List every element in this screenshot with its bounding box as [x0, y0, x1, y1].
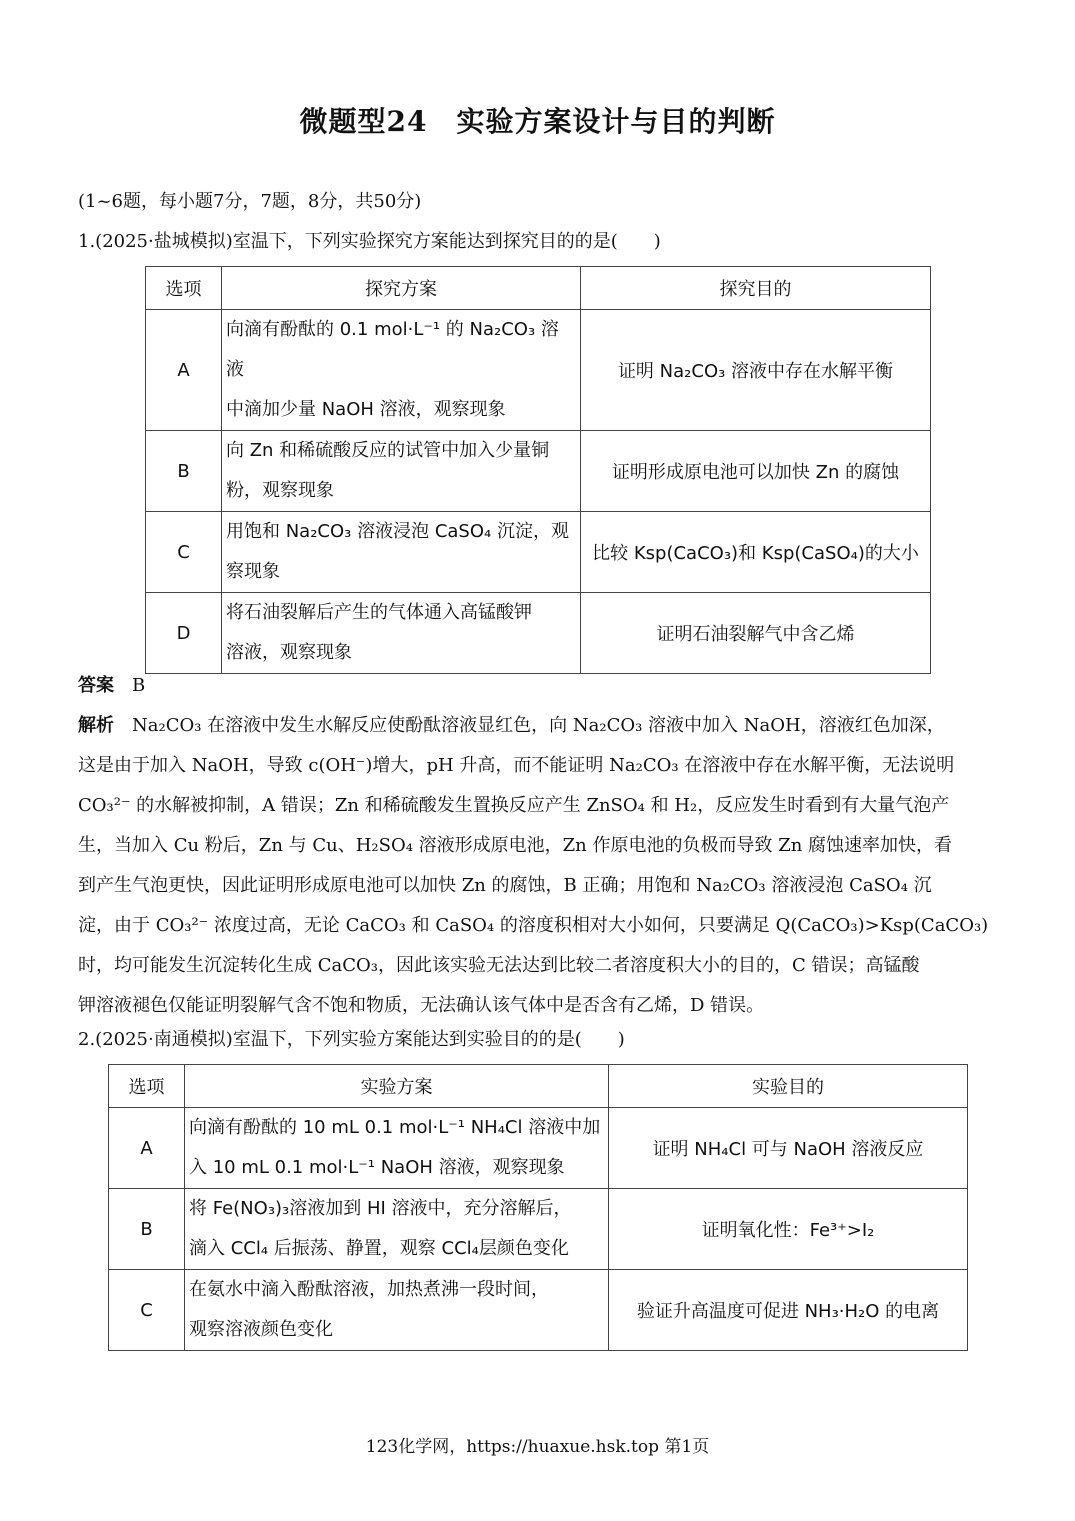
table-row: [109, 1270, 968, 1351]
plan-line: 察现象: [226, 561, 280, 582]
option-cell: B: [109, 1189, 185, 1270]
plan-cell: [185, 1108, 609, 1189]
table-row: [146, 593, 931, 674]
plan-line: 将 Fe(NO₃)₃溶液加到 HI 溶液中，充分溶解后，: [189, 1198, 572, 1219]
question-2-stem: 2.(2025·南通模拟)室温下，下列实验方案能达到实验目的的是( ): [78, 1029, 625, 1050]
plan-line: 滴入 CCl₄ 后振荡、静置，观察 CCl₄层颜色变化: [189, 1238, 569, 1259]
goal-cell: 证明形成原电池可以加快 Zn 的腐蚀: [581, 431, 931, 512]
question-1-stem: 1.(2025·盐城模拟)室温下，下列实验探究方案能达到探究目的的是( ): [78, 231, 661, 252]
goal-cell: 验证升高温度可促进 NH₃·H₂O 的电离: [609, 1270, 968, 1351]
plan-line: 观察溶液颜色变化: [189, 1319, 333, 1340]
question-2-table: [108, 1064, 968, 1351]
score-intro: (1~6题，每小题7分，7题，8分，共50分): [78, 191, 422, 212]
goal-cell: 证明 Na₂CO₃ 溶液中存在水解平衡: [581, 310, 931, 431]
plan-cell: [185, 1270, 609, 1351]
answer-line: [78, 666, 995, 706]
plan-cell: [185, 1189, 609, 1270]
goal-cell: 比较 Ksp(CaCO₃)和 Ksp(CaSO₄)的大小: [581, 512, 931, 593]
plan-cell: [222, 431, 581, 512]
table-row: [109, 1189, 968, 1270]
plan-cell: [222, 512, 581, 593]
plan-line: 入 10 mL 0.1 mol·L⁻¹ NaOH 溶液，观察现象: [189, 1157, 565, 1178]
table-row: [109, 1108, 968, 1189]
plan-line: 在氨水中滴入酚酞溶液，加热煮沸一段时间，: [189, 1279, 549, 1300]
header-option: 选项: [109, 1065, 185, 1108]
plan-line: 向滴有酚酞的 0.1 mol·L⁻¹ 的 Na₂CO₃ 溶液: [226, 319, 559, 380]
table-row: [146, 431, 931, 512]
plan-line: 向 Zn 和稀硫酸反应的试管中加入少量铜: [226, 440, 550, 461]
option-cell: D: [146, 593, 222, 674]
analysis-line: CO₃²⁻ 的水解被抑制，A 错误；Zn 和稀硫酸发生置换反应产生 ZnSO₄ 和 H₂，反应发生时看到有大量气泡产: [78, 795, 950, 816]
plan-line: 溶液，观察现象: [226, 642, 352, 663]
plan-line: 粉，观察现象: [226, 480, 334, 501]
header-option: 选项: [146, 267, 222, 310]
analysis-line: 到产生气泡更快，因此证明形成原电池可以加快 Zn 的腐蚀，B 正确；用饱和 Na₂CO₃ 溶液浸泡 CaSO₄ 沉: [78, 875, 932, 896]
plan-cell: [222, 310, 581, 431]
plan-line: 向滴有酚酞的 10 mL 0.1 mol·L⁻¹ NH₄Cl 溶液中加: [189, 1117, 601, 1138]
answer-value: B: [132, 675, 146, 696]
table-header-row: [109, 1065, 968, 1108]
header-plan: 探究方案: [222, 267, 581, 310]
option-cell: C: [109, 1270, 185, 1351]
option-cell: A: [109, 1108, 185, 1189]
table-header-row: [146, 267, 931, 310]
goal-cell: 证明石油裂解气中含乙烯: [581, 593, 931, 674]
question-1-table: [145, 266, 931, 674]
analysis-line: 淀，由于 CO₃²⁻ 浓度过高，无论 CaCO₃ 和 CaSO₄ 的溶度积相对大小如何，只要满足 Q(CaCO₃)>Ksp(CaCO₃): [78, 915, 989, 936]
analysis-block: [78, 706, 990, 1026]
analysis-line: 钾溶液褪色仅能证明裂解气含不饱和物质，无法确认该气体中是否含有乙烯，D 错误。: [78, 995, 765, 1016]
plan-line: 用饱和 Na₂CO₃ 溶液浸泡 CaSO₄ 沉淀，观: [226, 521, 569, 542]
header-goal: 实验目的: [609, 1065, 968, 1108]
plan-line: 中滴加少量 NaOH 溶液，观察现象: [226, 399, 506, 420]
analysis-line: 时，均可能发生沉淀转化生成 CaCO₃，因此该实验无法达到比较二者溶度积大小的目的，C 错误；高锰酸: [78, 955, 920, 976]
plan-line: 将石油裂解后产生的气体通入高锰酸钾: [226, 602, 532, 623]
analysis-text: Na₂CO₃ 在溶液中发生水解反应使酚酞溶液显红色，向 Na₂CO₃ 溶液中加入 NaOH，溶液红色加深，: [132, 715, 945, 736]
analysis-label: 解析: [78, 715, 114, 736]
analysis-line: 这是由于加入 NaOH，导致 c(OH⁻)增大，pH 升高，而不能证明 Na₂CO₃ 在溶液中存在水解平衡，无法说明: [78, 755, 955, 776]
page-footer: 123化学网，https://huaxue.hsk.top 第1页: [365, 1437, 710, 1457]
table-row: [146, 310, 931, 431]
header-goal: 探究目的: [581, 267, 931, 310]
answer-label: 答案: [78, 675, 114, 696]
option-cell: B: [146, 431, 222, 512]
option-cell: A: [146, 310, 222, 431]
analysis-line: 生，当加入 Cu 粉后，Zn 与 Cu、H₂SO₄ 溶液形成原电池，Zn 作原电池的负极而导致 Zn 腐蚀速率加快，看: [78, 835, 953, 856]
goal-cell: 证明 NH₄Cl 可与 NaOH 溶液反应: [609, 1108, 968, 1189]
page-title: 微题型24 实验方案设计与目的判断: [299, 105, 776, 138]
analysis-line: [78, 706, 990, 746]
plan-cell: [222, 593, 581, 674]
table-row: [146, 512, 931, 593]
header-plan: 实验方案: [185, 1065, 609, 1108]
option-cell: C: [146, 512, 222, 593]
goal-cell: 证明氧化性：Fe³⁺>I₂: [609, 1189, 968, 1270]
